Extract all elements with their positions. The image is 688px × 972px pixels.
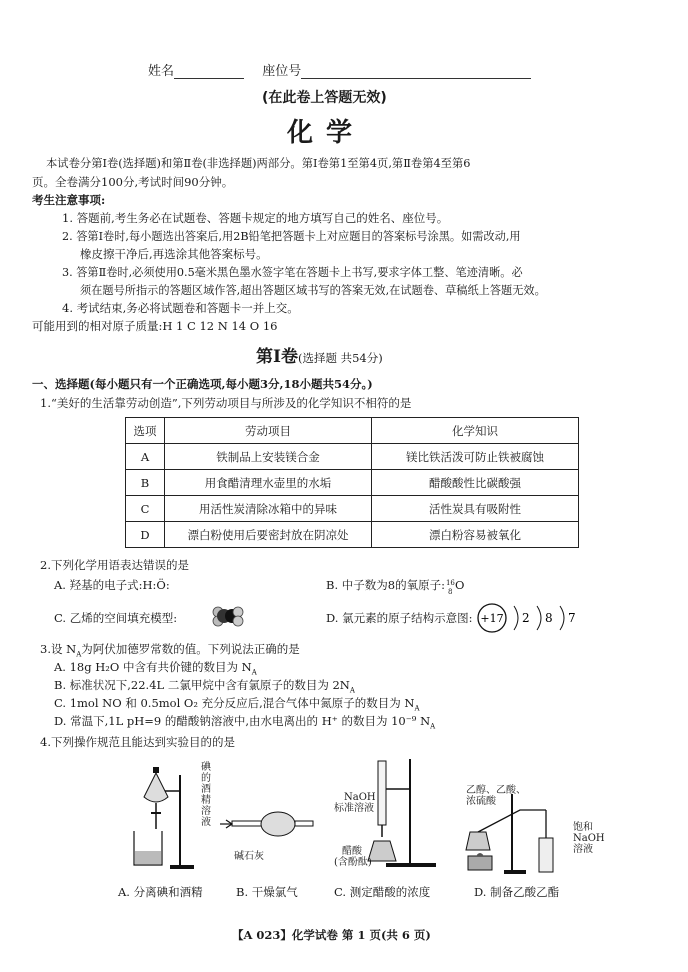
- table-row: [126, 522, 579, 548]
- q3-option-d: D. 常温下,1L pH=9 的醋酸钠溶液中,由水电离出的 H⁺ 的数目为 10⁻⁹ N: [54, 714, 431, 728]
- note-2: 2. 答第Ⅰ卷时,每小题选出答案后,用2B铅笔把答题卡上对应题目的答案标号涂黑。如需改动,用: [62, 230, 521, 243]
- table-header-cell: 选项: [126, 418, 165, 444]
- table-cell: 镁比铁活泼可防止铁被腐蚀: [372, 444, 579, 470]
- table-cell: 用食醋清理水壶里的水垢: [165, 470, 372, 496]
- name-blank: [174, 66, 244, 79]
- table-cell: 漂白粉容易被氧化: [372, 522, 579, 548]
- q2-option-c: C. 乙烯的空间填充模型:: [54, 611, 178, 625]
- q4-stem: 4.下列操作规范且能达到实验目的的是: [40, 735, 235, 749]
- intro-line-2: 页。全卷满分100分,考试时间90分钟。: [32, 175, 234, 189]
- table-header-cell: 化学知识: [372, 418, 579, 444]
- table-cell: 活性炭具有吸附性: [372, 496, 579, 522]
- intro-line-1: 本试卷分第Ⅰ卷(选择题)和第Ⅱ卷(非选择题)两部分。第Ⅰ卷第1至第4页,第Ⅱ卷第4至第6: [46, 157, 471, 170]
- fig-a-text: 酒: [201, 784, 211, 795]
- atomic-number: 8: [447, 588, 453, 596]
- fig-c-naoh: NaOH: [344, 792, 376, 803]
- shell-electrons: 2: [522, 611, 530, 625]
- ethylene-model-icon: [210, 604, 244, 628]
- q3-sub: A: [430, 722, 436, 731]
- table-cell: 醋酸酸性比碳酸强: [372, 470, 579, 496]
- fig-a-text: 精: [201, 795, 211, 806]
- fig-d-reagents: 乙醇、乙酸、: [466, 785, 526, 796]
- mass-number: 16: [445, 579, 455, 587]
- answer-notice: (在此卷上答题无效): [262, 90, 387, 106]
- page-title: 化 学: [287, 118, 355, 148]
- nucleus-charge: +17: [480, 612, 504, 625]
- table-cell: 铁制品上安装镁合金: [165, 444, 372, 470]
- fig-label-d: D. 制备乙酸乙酯: [474, 885, 560, 899]
- note-1: 1. 答题前,考生务必在试题卷、答题卡规定的地方填写自己的姓名、座位号。: [62, 211, 449, 225]
- table-cell: A: [126, 444, 165, 470]
- table-cell: B: [126, 470, 165, 496]
- q2-option-a: A. 羟基的电子式:: [54, 578, 143, 592]
- table-cell: D: [126, 522, 165, 548]
- fig-d-saturated: 溶液: [573, 844, 593, 855]
- note-3-cont: 须在题号所指示的答题区域作答,超出答题区域书写的答案无效,在试题卷、草稿纸上答题无效。: [80, 284, 546, 297]
- table-header-cell: 劳动项目: [165, 418, 372, 444]
- table-cell: C: [126, 496, 165, 522]
- atomic-mass: 可能用到的相对原子质量:H 1 C 12 N 14 O 16: [32, 319, 278, 333]
- fig-label-a: A. 分离碘和酒精: [118, 885, 203, 899]
- q3-option-a: A. 18g H₂O 中含有共价键的数目为 N: [54, 660, 252, 674]
- q3-option-c: C. 1mol NO 和 0.5mol O₂ 充分反应后,混合气体中氮原子的数目为 N: [54, 696, 415, 710]
- section-subtitle: (选择题 共54分): [297, 351, 383, 365]
- fig-c-acid: 醋酸: [342, 846, 362, 857]
- oxygen-symbol: O: [454, 578, 465, 592]
- fig-c-naoh: 标准溶液: [334, 803, 374, 814]
- shell-electrons: 8: [545, 611, 553, 625]
- note-2-cont: 橡皮擦干净后,再选涂其他答案标号。: [80, 247, 268, 261]
- fig-d-reagents: 浓硫酸: [466, 796, 496, 807]
- fig-a-text: 的: [201, 773, 211, 784]
- part-heading: 一、选择题(每小题只有一个正确选项,每小题3分,18小题共54分。): [32, 377, 373, 391]
- seat-label: 座位号: [262, 64, 302, 79]
- fig-a-text: 碘: [201, 762, 211, 773]
- seat-blank: [301, 66, 531, 79]
- fig-a-text: 溶: [201, 806, 211, 817]
- q3-sub: A: [414, 704, 420, 713]
- table-row: [126, 444, 579, 470]
- q3-stem: 3.设 N: [40, 642, 77, 656]
- q3-option-b: B. 标准状况下,22.4L 二氯甲烷中含有氯原子的数目为 2N: [54, 678, 350, 692]
- table-header-row: [126, 418, 579, 444]
- fig-c-acid: (含酚酞): [334, 857, 372, 868]
- separatory-funnel-figure: [118, 757, 198, 875]
- q3-sub: A: [251, 668, 257, 677]
- shell-electrons: 7: [568, 611, 576, 625]
- drying-tube-figure: [218, 800, 318, 840]
- table-row: [126, 496, 579, 522]
- q3-sub: A: [349, 686, 355, 695]
- hydroxyl-formula: H:Ö:: [142, 578, 170, 592]
- fig-label-b: B. 干燥氯气: [236, 885, 298, 899]
- fig-b-text: 碱石灰: [234, 851, 264, 862]
- fig-label-c: C. 测定醋酸的浓度: [334, 885, 431, 899]
- note-4: 4. 考试结束,务必将试题卷和答题卡一并上交。: [62, 301, 299, 315]
- fig-d-saturated: 饱和: [573, 822, 593, 833]
- chlorine-structure-diagram: [474, 600, 624, 636]
- q1-stem: 1.“美好的生活靠劳动创造”,下列劳动项目与所涉及的化学知识不相符的是: [40, 396, 412, 410]
- name-label: 姓名: [148, 64, 175, 79]
- table-cell: 用活性炭清除冰箱中的异味: [165, 496, 372, 522]
- fig-a-text: 液: [201, 817, 211, 828]
- q2-stem: 2.下列化学用语表达错误的是: [40, 558, 189, 572]
- page-footer: 【A 023】化学试卷 第 1 页(共 6 页): [232, 928, 431, 942]
- note-3: 3. 答第Ⅱ卷时,必须使用0.5毫米黑色墨水签字笔在答题卡上书写,要求字体工整、笔迹清晰。必: [62, 266, 523, 279]
- notes-heading: 考生注意事项:: [32, 193, 106, 207]
- q2-option-d: D. 氯元素的原子结构示意图:: [326, 611, 473, 625]
- fig-d-saturated: NaOH: [573, 833, 605, 844]
- q3-stem-rest: 为阿伏加德罗常数的值。下列说法正确的是: [81, 642, 300, 656]
- table-row: [126, 470, 579, 496]
- q2-option-b: B. 中子数为8的氧原子:: [326, 578, 445, 592]
- q3-stem-sub: A: [76, 650, 82, 659]
- table-cell: 漂白粉使用后要密封放在阴凉处: [165, 522, 372, 548]
- section-title: 第Ⅰ卷: [256, 347, 298, 367]
- q1-table: [125, 417, 579, 548]
